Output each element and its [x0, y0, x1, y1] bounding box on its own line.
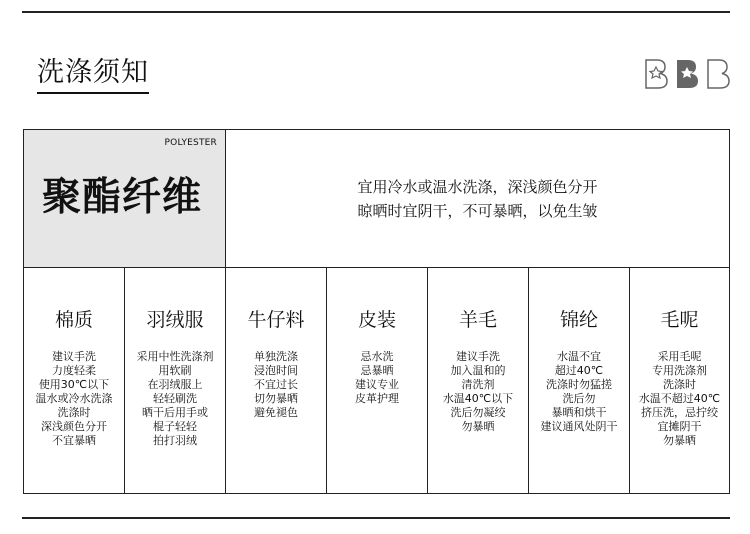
logo-b-filled-star-icon: [674, 58, 700, 90]
instruction-line: 棍子轻轻: [153, 420, 197, 433]
instruction-line: 避免褪色: [254, 406, 298, 419]
fabric-columns: [24, 268, 729, 493]
fabric-instructions: [24, 350, 124, 448]
instruction-line: 忌暴晒: [360, 364, 394, 377]
instruction-line: 采用毛呢: [657, 350, 702, 363]
instruction-line: 深浅颜色分开: [41, 420, 107, 433]
fabric-title: 羊毛: [458, 309, 497, 331]
fabric-title: 棉质: [54, 309, 93, 331]
instruction-line: 力度轻柔: [52, 364, 96, 377]
instruction-line: 忌水洗: [360, 350, 394, 363]
fabric-title: 皮装: [357, 309, 396, 331]
material-chinese: 聚酯纤维: [42, 175, 203, 220]
top-divider: [22, 11, 730, 13]
instruction-line: 建议通风处阴干: [540, 420, 618, 433]
instruction-line: 温水或冷水洗涤: [35, 392, 113, 405]
fabric-column-wool: [428, 268, 529, 493]
fabric-column-nylon: [529, 268, 630, 493]
instruction-line: 加入温和的: [450, 364, 506, 377]
instruction-line: 洗后勿凝绞: [450, 406, 506, 419]
material-header-row: [24, 130, 729, 268]
instruction-line: 洗后勿: [562, 392, 596, 405]
fabric-instructions: [630, 350, 729, 448]
instruction-line: 建议手洗: [456, 350, 500, 363]
instruction-line: 洗涤时: [57, 406, 91, 419]
instruction-line: 超过40℃: [554, 364, 604, 377]
instruction-line: 轻轻刷洗: [153, 392, 197, 405]
instruction-line: 建议专业: [355, 378, 399, 391]
instruction-line: 暴晒和烘干: [551, 406, 607, 419]
instruction-line: 切勿暴晒: [254, 392, 298, 405]
instruction-line: 水温40℃以下: [442, 392, 514, 405]
fabric-instructions: [226, 350, 326, 420]
general-care-note: [226, 130, 729, 267]
fabric-column-cotton: [24, 268, 125, 493]
instruction-line: 单独洗涤: [254, 350, 298, 363]
fabric-title: 牛仔料: [247, 309, 305, 331]
care-note-line-1: 宜用冷水或温水洗涤，深浅颜色分开: [357, 177, 598, 196]
instruction-line: 建议手洗: [52, 350, 96, 363]
logo-b-outline-star-icon: [643, 58, 669, 90]
material-english: POLYESTER: [164, 138, 217, 148]
instruction-line: 用软刷: [158, 364, 192, 377]
instruction-line: 皮革护理: [355, 392, 399, 405]
fabric-title: 羽绒服: [146, 309, 204, 331]
care-note-line-2: 晾晒时宜阴干，不可暴晒，以免生皱: [357, 201, 598, 220]
instruction-line: 洗涤时: [663, 378, 696, 391]
fabric-title: 锦纶: [559, 309, 598, 331]
fabric-column-down-jacket: [125, 268, 226, 493]
logo-b-outline-icon: [705, 58, 731, 90]
instruction-line: 不宜过长: [254, 378, 298, 391]
instruction-line: 拍打羽绒: [153, 434, 197, 447]
instruction-line: 专用洗涤剂: [652, 364, 707, 377]
instruction-line: 清洗剂: [461, 378, 495, 391]
instruction-line: 勿暴晒: [663, 434, 696, 447]
instruction-line: 在羽绒服上: [147, 378, 203, 391]
instruction-line: 采用中性洗涤剂: [136, 350, 214, 363]
care-table: [23, 129, 730, 494]
fabric-instructions: [327, 350, 427, 406]
instruction-line: 晒干后用手或: [142, 406, 208, 419]
instruction-line: 挤压洗，忌拧绞: [641, 406, 718, 419]
material-box: [24, 130, 226, 267]
instruction-line: 洗涤时勿猛搓: [546, 378, 612, 391]
fabric-instructions: [428, 350, 528, 434]
instruction-line: 勿暴晒: [461, 420, 495, 433]
instruction-line: 浸泡时间: [254, 364, 298, 377]
fabric-instructions: [125, 350, 225, 448]
page-title: 洗涤须知: [37, 56, 149, 94]
fabric-instructions: [529, 350, 629, 434]
instruction-line: 宜摊阴干: [657, 420, 702, 433]
instruction-line: 水温不超过40℃: [638, 392, 721, 405]
instruction-line: 水温不宜: [557, 350, 601, 363]
fabric-title: 毛呢: [660, 309, 699, 331]
fabric-column-woolen-cloth: [630, 268, 729, 493]
fabric-column-leather: [327, 268, 428, 493]
instruction-line: 不宜暴晒: [52, 434, 96, 447]
fabric-column-denim: [226, 268, 327, 493]
bottom-divider: [22, 517, 730, 519]
instruction-line: 使用30℃以下: [38, 378, 110, 391]
